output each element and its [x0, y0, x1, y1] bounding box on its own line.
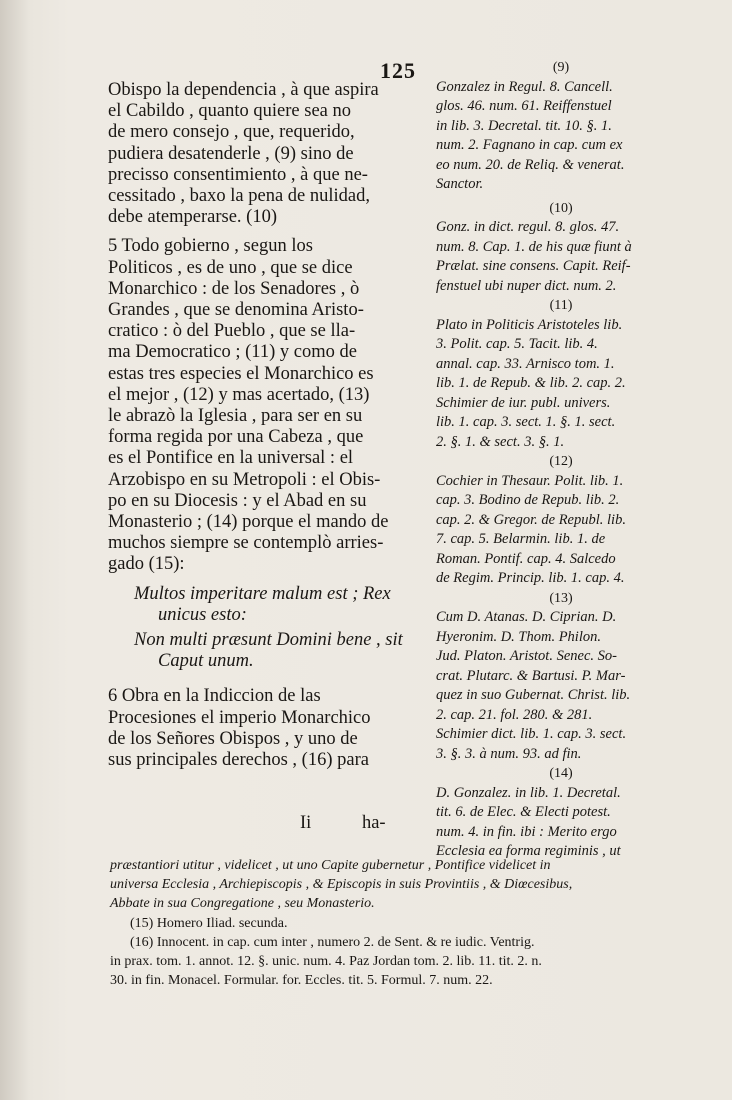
note-line: num. 4. in fin. ibi : Merito ergo: [436, 823, 617, 840]
text-line: gado (15):: [108, 554, 185, 575]
text-line: 5 Todo gobierno , segun los: [108, 236, 313, 257]
catchword: ha-: [361, 813, 386, 833]
note-line: 2. §. 1. & sect. 3. §. 1.: [436, 433, 565, 450]
note-line: Gonz. in dict. regul. 8. glos. 47.: [436, 219, 620, 235]
footnote-line: universa Ecclesia , Archiepiscopis , & Episcopis in suis Provintiis , & Diœcesibus,: [110, 877, 573, 893]
text-line: de los Señores Obispos , y uno de: [108, 728, 358, 749]
text-line: forma regida por una Cabeza , que: [108, 427, 364, 448]
note-number: (14): [549, 766, 573, 781]
side-note: [436, 58, 686, 195]
text-line: muchos siempre se contemplò arries-: [108, 533, 384, 554]
text-line: Monarchico : de los Senadores , ò: [108, 278, 360, 299]
note-number: (9): [552, 60, 570, 75]
note-line: Jud. Platon. Aristot. Senec. So-: [436, 648, 617, 664]
note-line: de Regim. Princip. lib. 1. cap. 4.: [436, 570, 625, 586]
note-line: annal. cap. 33. Arnisco tom. 1.: [436, 355, 615, 372]
text-line: el mejor , (12) y mas acertado, (13): [108, 384, 370, 405]
note-line: Ecclesia ea forma regiminis , ut: [436, 843, 621, 859]
verse-line: Non multi præsunt Domini bene , sit: [134, 630, 403, 651]
note-line: num. 8. Cap. 1. de his quæ fiunt à: [436, 238, 632, 255]
note-line: Cochier in Thesaur. Polit. lib. 1.: [436, 472, 624, 489]
verse-line: Caput unum.: [158, 651, 254, 672]
verse-line: unicus esto:: [158, 604, 247, 625]
note-line: Cum D. Atanas. D. Ciprian. D.: [436, 609, 617, 625]
side-note: [436, 589, 686, 765]
text-line: Obispo la dependencia , à que aspira: [108, 80, 379, 100]
note-line: Hyeronim. D. Thom. Philon.: [436, 628, 601, 645]
note-line: crat. Plutarc. & Bartusi. P. Mar-: [436, 667, 626, 684]
footnotes: [110, 856, 700, 990]
paragraph-5: [108, 236, 418, 575]
text-line: el Cabildo , quanto quiere sea no: [108, 101, 352, 122]
text-line: pudiera desatenderle , (9) sino de: [108, 143, 354, 164]
note-line: D. Gonzalez. in lib. 1. Decretal.: [436, 784, 621, 801]
paragraph-6: [108, 686, 418, 771]
text-line: Grandes , que se denomina Aristo-: [108, 300, 364, 321]
note-line: Sanctor.: [436, 176, 484, 192]
text-line: Procesiones el imperio Monarchico: [108, 707, 371, 728]
text-line: 6 Obra en la Indiccion de las: [108, 686, 321, 707]
text-line: precisso consentimiento , à que ne-: [108, 164, 368, 185]
side-note: [436, 764, 686, 862]
note-line: glos. 46. num. 61. Reiffenstuel: [436, 98, 612, 114]
note-line: Prælat. sine consens. Capit. Reif-: [436, 258, 631, 274]
note-number: (12): [549, 454, 573, 469]
note-line: Gonzalez in Regul. 8. Cancell.: [436, 78, 613, 95]
text-line: cessitado , baxo la pena de nulidad,: [108, 186, 370, 207]
note-line: Plato in Politicis Aristoteles lib.: [436, 316, 623, 333]
footnote-15: (15) Homero Iliad. secunda.: [130, 915, 288, 931]
page-number: 125: [380, 58, 416, 83]
note-line: 7. cap. 5. Belarmin. lib. 1. de: [436, 531, 606, 547]
note-line: num. 2. Fagnano in cap. cum ex: [436, 137, 623, 153]
latin-verse: [108, 584, 418, 673]
text-line: Monasterio ; (14) porque el mando de: [108, 512, 389, 533]
note-line: Schimier de iur. publ. univers.: [436, 394, 611, 411]
text-line: cratico : ò del Pueblo , que se lla-: [108, 321, 356, 342]
signature-mark: Ii: [300, 813, 312, 833]
note-number: (13): [549, 590, 573, 606]
paragraph-continued: [108, 80, 418, 228]
note-line: lib. 1. de Repub. & lib. 2. cap. 2.: [436, 375, 626, 391]
side-notes-column: [436, 58, 686, 862]
text-line: estas tres especies el Monarchico es: [108, 363, 374, 384]
note-line: in lib. 3. Decretal. tit. 10. §. 1.: [436, 117, 612, 134]
side-note: [436, 296, 686, 452]
footnote-line: in prax. tom. 1. annot. 12. §. unic. num. 4. Paz Jordan tom. 2. lib. 11. tit. 2. n.: [110, 954, 542, 970]
text-line: po en su Diocesis : y el Abad en su: [108, 490, 367, 511]
note-line: tit. 6. de Elec. & Electi potest.: [436, 804, 611, 820]
footnote-line: 30. in fin. Monacel. Formular. for. Eccles. tit. 5. Formul. 7. num. 22.: [110, 973, 493, 989]
note-number: (10): [549, 200, 573, 216]
text-line: ma Democratico ; (11) y como de: [108, 342, 357, 363]
text-line: Arzobispo en su Metropoli : el Obis-: [108, 469, 381, 490]
side-note: [436, 199, 686, 297]
text-line: debe atemperarse. (10): [108, 207, 277, 228]
note-line: 3. §. 3. à num. 93. ad fin.: [436, 745, 582, 762]
side-note: [436, 452, 686, 589]
text-line: sus principales derechos , (16) para: [108, 750, 369, 771]
note-line: quez in suo Gubernat. Christ. lib.: [436, 687, 631, 703]
note-line: fenstuel ubi nuper dict. num. 2.: [436, 277, 617, 294]
text-line: Politicos , es de uno , que se dice: [108, 257, 353, 278]
text-line: es el Pontifice en la universal : el: [108, 448, 354, 469]
footnote-line: Abbate in sua Congregatione , seu Monasterio.: [110, 896, 375, 912]
verse-line: Multos imperitare malum est ; Rex: [134, 583, 391, 604]
main-text-column: [108, 80, 418, 771]
note-line: 2. cap. 21. fol. 280. & 281.: [436, 706, 593, 723]
note-line: Roman. Pontif. cap. 4. Salcedo: [436, 550, 616, 567]
note-line: eo num. 20. de Reliq. & venerat.: [436, 156, 625, 173]
signature-line: [300, 813, 432, 834]
note-line: Schimier dict. lib. 1. cap. 3. sect.: [436, 726, 627, 742]
footnote-16: (16) Innocent. in cap. cum inter , numero 2. de Sent. & re iudic. Ventrig.: [130, 934, 535, 950]
note-line: 3. Polit. cap. 5. Tacit. lib. 4.: [436, 336, 598, 352]
text-line: de mero consejo , que, requerido,: [108, 122, 355, 143]
note-number: (11): [549, 298, 573, 313]
text-line: le abrazò la Iglesia , para ser en su: [108, 406, 363, 427]
footnote-line: præstantiori utitur , videlicet , ut uno Capite gubernetur , Pontifice videlicet in: [110, 858, 551, 873]
note-line: cap. 2. & Gregor. de Republ. lib.: [436, 511, 626, 528]
note-line: lib. 1. cap. 3. sect. 1. §. 1. sect.: [436, 414, 616, 430]
note-line: cap. 3. Bodino de Repub. lib. 2.: [436, 492, 620, 508]
